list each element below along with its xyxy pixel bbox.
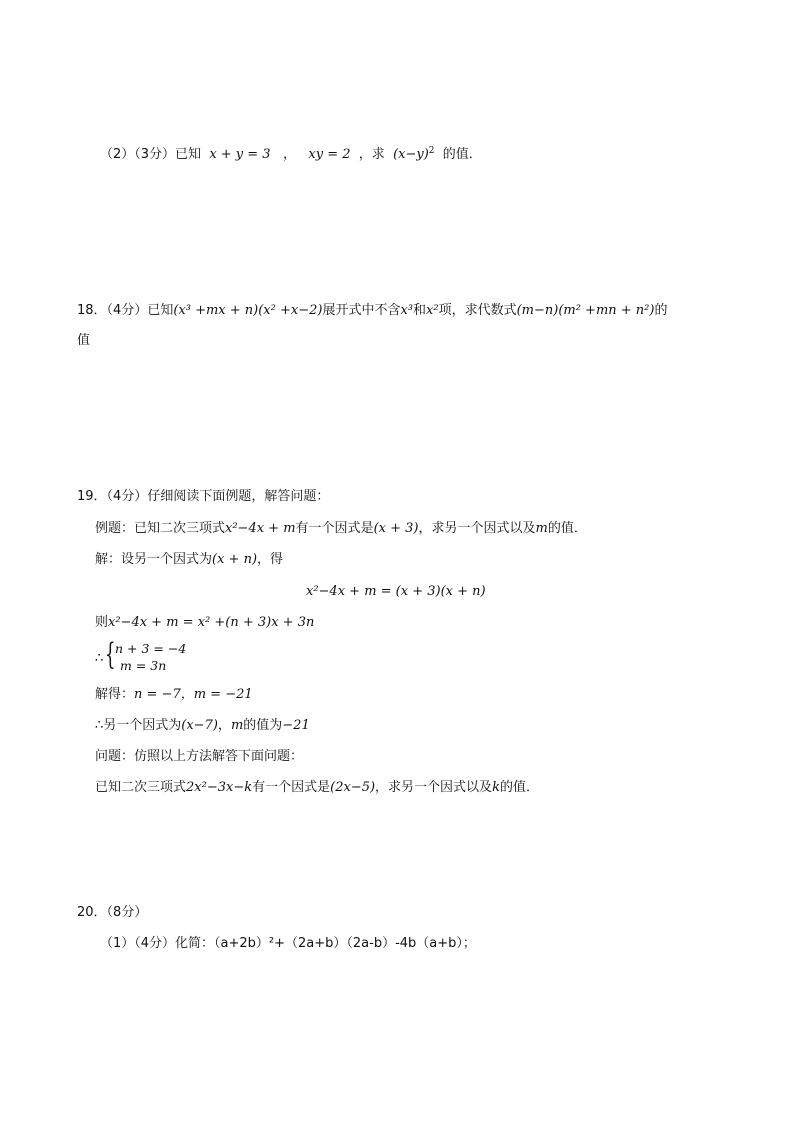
q17-part2-line [100, 146, 482, 164]
q18-mid-2: 项，求代数式 [438, 303, 517, 318]
q17-target-exponent: 2 [428, 146, 435, 156]
q18-and: 和 [413, 303, 427, 318]
q17-condition-2: xy = 2 [308, 147, 351, 162]
q19-problem-factor: (2x−5) [330, 780, 376, 795]
q19-example-expr: x²−4x + m [225, 521, 296, 536]
q18-expr-1: (x³ +mx + n)(x² +x−2) [173, 303, 323, 318]
q19-solution-text-a: 解：设另一个因式为 [95, 552, 213, 567]
q19-heading [77, 488, 329, 506]
q18-line-2-text: 值 [77, 333, 91, 348]
q17-part2-label: （2）（3分）已知 [100, 147, 202, 162]
q18-term-2: x² [426, 303, 439, 318]
q19-solution-text-b: ，得 [257, 552, 284, 567]
q19-problem-expr: 2x²−3x−k [186, 780, 253, 795]
q19-problem-text-a: 已知二次三项式 [95, 780, 187, 795]
q18-prefix: 18．（4分）已知 [77, 303, 174, 318]
q19-example-line [95, 520, 587, 538]
q19-then-expr: x²−4x + m = x² +(n + 3)x + 3n [108, 615, 315, 630]
q19-problem-text-b: 有一个因式是 [252, 780, 331, 795]
system-equation-1: n + 3 = −4 [115, 641, 187, 656]
system-equations [115, 640, 186, 674]
q20-part1-text: （1）（4分）化简：（a+2b）²+（2a+b）（2a-b）-4b（a+b）； [100, 936, 476, 951]
q19-example-text-b: 有一个因式是 [295, 521, 374, 536]
q19-example-text-d: 的值． [547, 521, 587, 536]
q19-equation-system [95, 637, 295, 676]
q19-conclusion-text-a: ∴另一个因式为 [95, 718, 182, 733]
q19-problem-text-d: 的值． [499, 780, 539, 795]
q19-conclusion-var: m [230, 718, 244, 733]
q17-tail: 的值． [442, 147, 482, 162]
therefore-symbol: ∴ [95, 651, 104, 666]
q18-expr-2: (m−n)(m² +mn + n²) [516, 303, 655, 318]
q19-conclusion-text-c: 的值为 [243, 718, 283, 733]
system-equation-2: m = 3n [120, 658, 167, 673]
q19-problem-intro [95, 748, 303, 766]
q19-example-factor: (x + 3) [373, 521, 419, 536]
q19-then-text: 则 [95, 615, 109, 630]
q18-line-1 [77, 302, 667, 320]
q19-solve-expr: n = −7，m = −21 [134, 687, 253, 702]
q19-example-text-a: 例题：已知二次三项式 [95, 521, 226, 536]
q18-suffix: 的 [654, 303, 668, 318]
q20-prefix: 20．（8分） [77, 905, 148, 920]
q17-separator-2: ，求 [358, 147, 385, 162]
q19-solve-line [95, 686, 253, 704]
q19-example-text-c: ，求另一个因式以及 [418, 521, 536, 536]
q19-conclusion-value: −21 [282, 718, 310, 733]
q17-target-expr: (x−y) [393, 147, 429, 162]
q19-prefix: 19．（4分）仔细阅读下面例题，解答问题： [77, 489, 330, 504]
q19-solve-text: 解得： [95, 687, 135, 702]
q17-condition-1: x + y = 3 [209, 147, 271, 162]
q20-part1-line [100, 935, 476, 953]
q20-heading [77, 904, 147, 922]
q19-solution-line [95, 551, 283, 569]
q19-problem-line [95, 779, 539, 797]
q19-problem-text-c: ，求另一个因式以及 [375, 780, 493, 795]
q17-separator-1: ， [282, 147, 296, 162]
q19-then-line [95, 614, 314, 632]
q19-example-var: m [535, 521, 548, 536]
q18-term-1: x³ [400, 303, 413, 318]
left-brace-icon: { [105, 637, 116, 672]
q19-centered-equation: x²−4x + m = (x + 3)(x + n) [306, 584, 486, 599]
q19-conclusion-expr: (x−7) [181, 718, 218, 733]
q18-line-2 [77, 332, 90, 350]
q19-conclusion-text-b: ， [217, 718, 231, 733]
q19-solution-expr: (x + n) [212, 552, 258, 567]
q19-problem-var: k [492, 780, 500, 795]
q18-mid-1: 展开式中不含 [322, 303, 401, 318]
q19-problem-intro-text: 问题：仿照以上方法解答下面问题： [95, 749, 304, 764]
q19-conclusion-line [95, 717, 310, 735]
